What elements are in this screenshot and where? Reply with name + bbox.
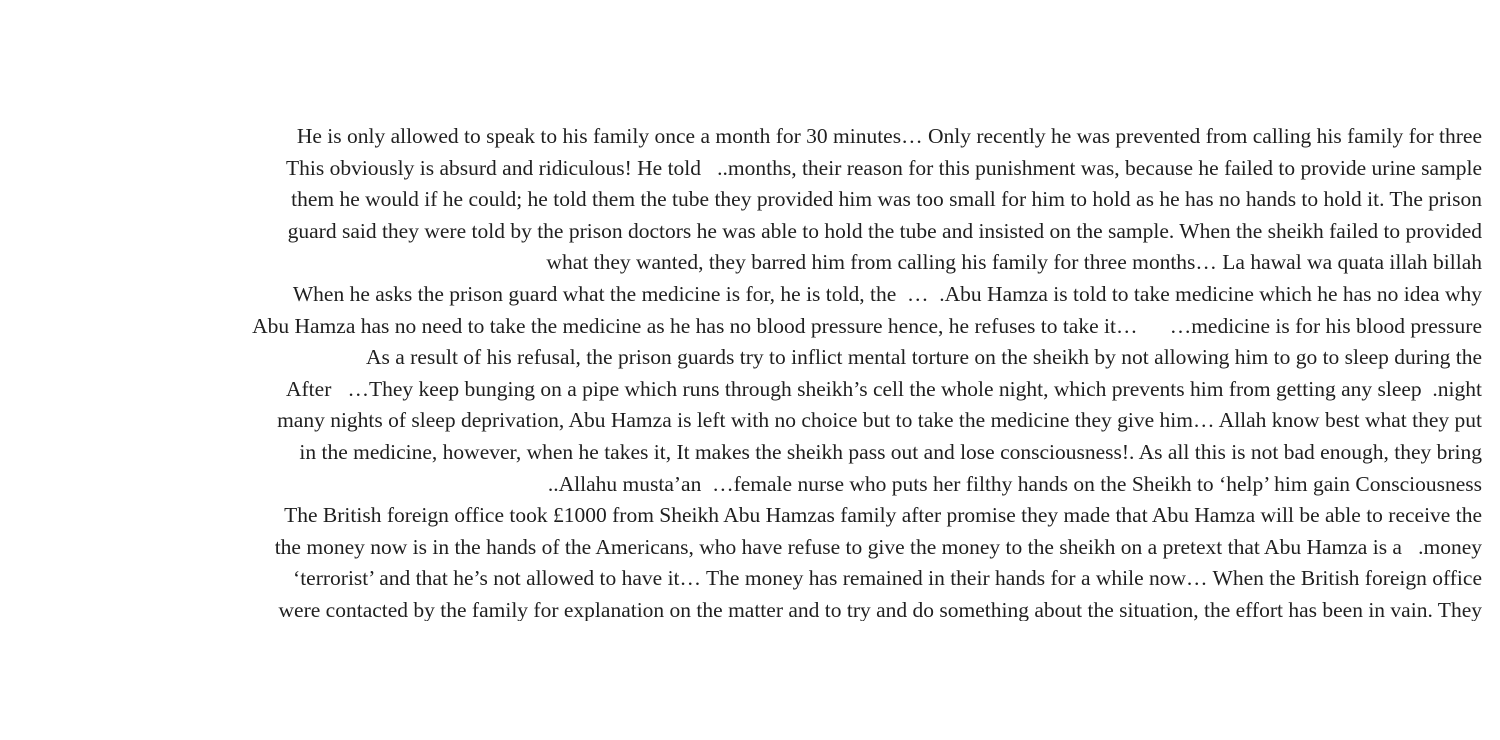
text-line-content: what they wanted, they barred him from calling his family for three months… La hawal wa quata illah billah: [546, 250, 1482, 275]
text-line: [0, 216, 1482, 248]
text-line-content: This obviously is absurd and ridiculous! He told ..months, their reason for this punishment was, because he failed to provide urine sample: [285, 155, 1482, 180]
text-line: [0, 500, 1482, 532]
text-line: [0, 563, 1482, 595]
text-line: [0, 437, 1482, 469]
text-line: [0, 184, 1482, 216]
text-line-content: As a result of his refusal, the prison guards try to inflict mental torture on the sheikh by not allowing him to go to sleep during the: [365, 345, 1482, 370]
document-text-block: [0, 121, 1482, 621]
text-line-content: After …They keep bunging on a pipe which runs through sheikh’s cell the whole night, which prevents him from getting any sleep .night: [286, 376, 1482, 401]
text-line: [0, 279, 1482, 311]
text-line-content: guard said they were told by the prison doctors he was able to hold the tube and insisted on the sample. When the sheikh failed to provided: [287, 218, 1482, 243]
text-line-content: in the medicine, however, when he takes it, It makes the sheikh pass out and lose consciousness!. As all this is not bad enough, they bring: [299, 439, 1482, 464]
text-line-content: were contacted by the family for explanation on the matter and to try and do something about the situation, the effort has been in vain. They: [278, 597, 1482, 621]
text-line-content: When he asks the prison guard what the medicine is for, he is told, the … .Abu Hamza is told to take medicine which he has no idea why: [292, 281, 1482, 306]
text-line: [0, 595, 1482, 621]
text-line-content: Abu Hamza has no need to take the medicine as he has no blood pressure hence, he refuses to take it… …medicine is for his blood pressure: [252, 313, 1482, 338]
text-line: [0, 311, 1482, 343]
text-line-content: them he would if he could; he told them the tube they provided him was too small for him to hold as he has no hands to hold it. The prison: [291, 187, 1482, 212]
text-line-content: many nights of sleep deprivation, Abu Hamza is left with no choice but to take the medicine they give him… Allah know best what they put: [277, 408, 1482, 433]
text-line: [0, 247, 1482, 279]
text-line: [0, 121, 1482, 153]
text-line: [0, 153, 1482, 185]
text-line-content: ‘terrorist’ and that he’s not allowed to have it… The money has remained in their hands for a while now… When the British foreign office: [293, 566, 1482, 591]
text-line-content: The British foreign office took £1000 from Sheikh Abu Hamzas family after promise they made that Abu Hamza will be able to receive the: [284, 503, 1482, 528]
text-line: [0, 342, 1482, 374]
text-line: [0, 532, 1482, 564]
text-line-content: ..Allahu musta’an …female nurse who puts her filthy hands on the Sheikh to ‘help’ him gain Consciousness: [547, 471, 1482, 496]
text-line-content: the money now is in the hands of the Americans, who have refuse to give the money to the sheikh on a pretext that Abu Hamza is a .money: [274, 534, 1482, 559]
text-line: [0, 405, 1482, 437]
text-line-content: He is only allowed to speak to his family once a month for 30 minutes… Only recently he was prevented from calling his family for three: [296, 124, 1482, 148]
text-line: [0, 374, 1482, 406]
text-line: [0, 469, 1482, 501]
